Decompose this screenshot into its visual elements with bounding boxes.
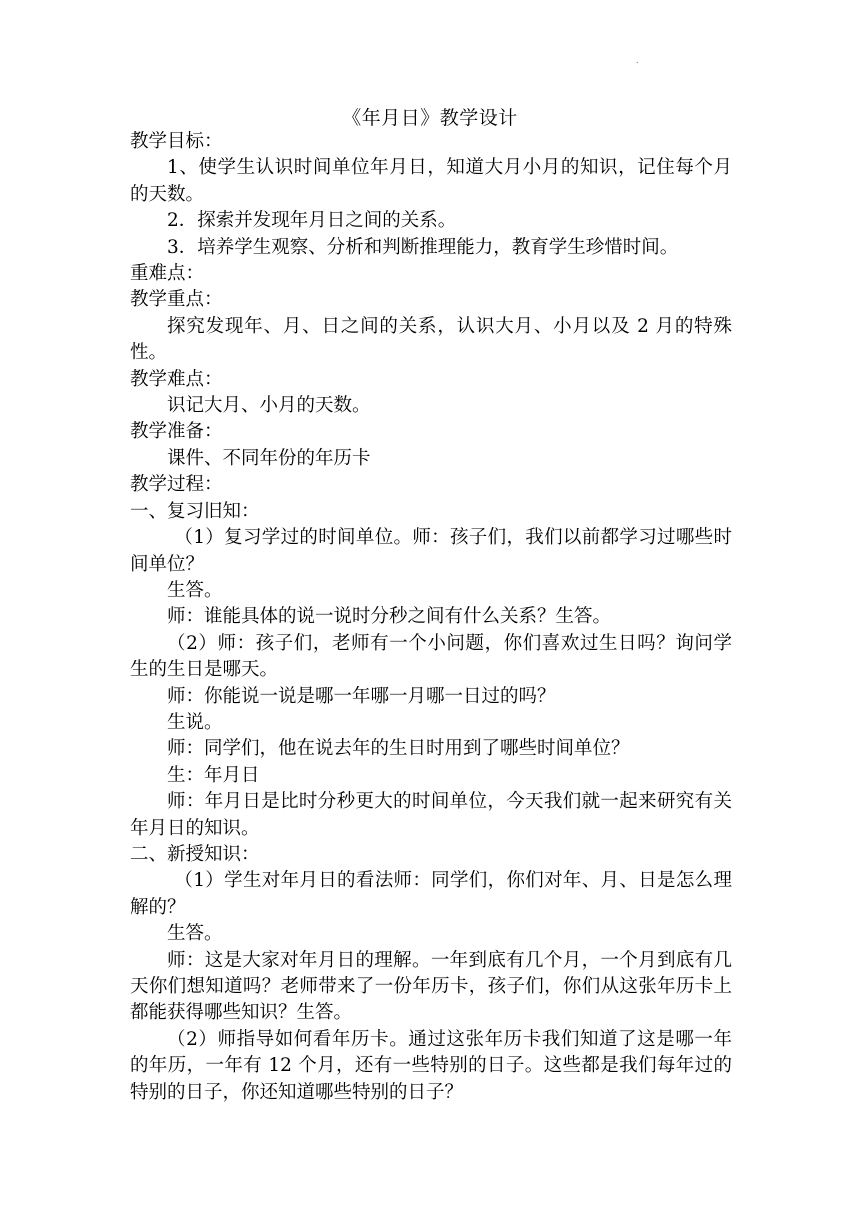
document-body <box>130 129 732 1106</box>
paragraph: 3．培养学生观察、分析和判断推理能力，教育学生珍惜时间。 <box>167 236 679 258</box>
heading-review: 一、复习旧知： <box>130 500 260 522</box>
paragraph: 课件、不同年份的年历卡 <box>167 447 371 469</box>
paragraph: 识记大月、小月的天数。 <box>167 395 371 417</box>
heading-teaching-goals: 教学目标： <box>130 131 223 152</box>
paragraph: 师：你能说一说是哪一年哪一月哪一日过的吗？ <box>167 685 556 707</box>
heading-key-points: 重难点： <box>130 263 205 285</box>
paragraph: （2）师：孩子们，老师有一个小问题，你们喜欢过生日吗？询问学生的生日是哪天。 <box>130 632 732 681</box>
paragraph: 生答。 <box>167 923 223 945</box>
heading-teaching-difficulty: 教学难点： <box>130 368 223 390</box>
paragraph: 生答。 <box>167 579 223 601</box>
paragraph: 师：年月日是比时分秒更大的时间单位，今天我们就一起来研究有关年月日的知识。 <box>130 791 732 839</box>
heading-teaching-focus: 教学重点： <box>130 289 223 311</box>
paragraph: 探究发现年、月、日之间的关系，认识大月、小月以及 2 月的特殊性。 <box>130 315 732 364</box>
paragraph: 师：这是大家对年月日的理解。一年到底有几个月，一个月到底有几天你们想知道吗？老师带来了一份年历卡，孩子们，你们从这张年历卡上都能获得哪些知识？生答。 <box>130 949 732 1024</box>
paragraph: （2）师指导如何看年历卡。通过这张年历卡我们知道了这是哪一年的年历，一年有 12 个月，还有一些特别的日子。这些都是我们每年过的特别的日子，你还知道哪些特别的日子？ <box>130 1028 732 1103</box>
heading-teaching-process: 教学过程： <box>130 474 223 496</box>
corner-mark: . <box>636 56 639 65</box>
paragraph: 生：年月日 <box>167 764 260 786</box>
paragraph: 师：谁能具体的说一说时分秒之间有什么关系？生答。 <box>167 606 612 628</box>
paragraph: 师：同学们，他在说去年的生日时用到了哪些时间单位？ <box>167 738 630 760</box>
paragraph: （1）学生对年月日的看法师：同学们，你们对年、月、日是怎么理解的？ <box>130 870 732 918</box>
heading-new-knowledge: 二、新授知识： <box>130 843 260 865</box>
paragraph: 2．探索并发现年月日之间的关系。 <box>167 210 457 232</box>
paragraph: 1、使学生认识时间单位年月日，知道大月小月的知识，记住每个月的天数。 <box>130 157 732 205</box>
heading-teaching-preparation: 教学准备： <box>130 421 223 443</box>
paragraph: 生说。 <box>167 711 223 733</box>
paragraph: （1）复习学过的时间单位。师：孩子们，我们以前都学习过哪些时间单位？ <box>130 527 732 575</box>
document-title: 《年月日》教学设计 <box>342 107 518 129</box>
